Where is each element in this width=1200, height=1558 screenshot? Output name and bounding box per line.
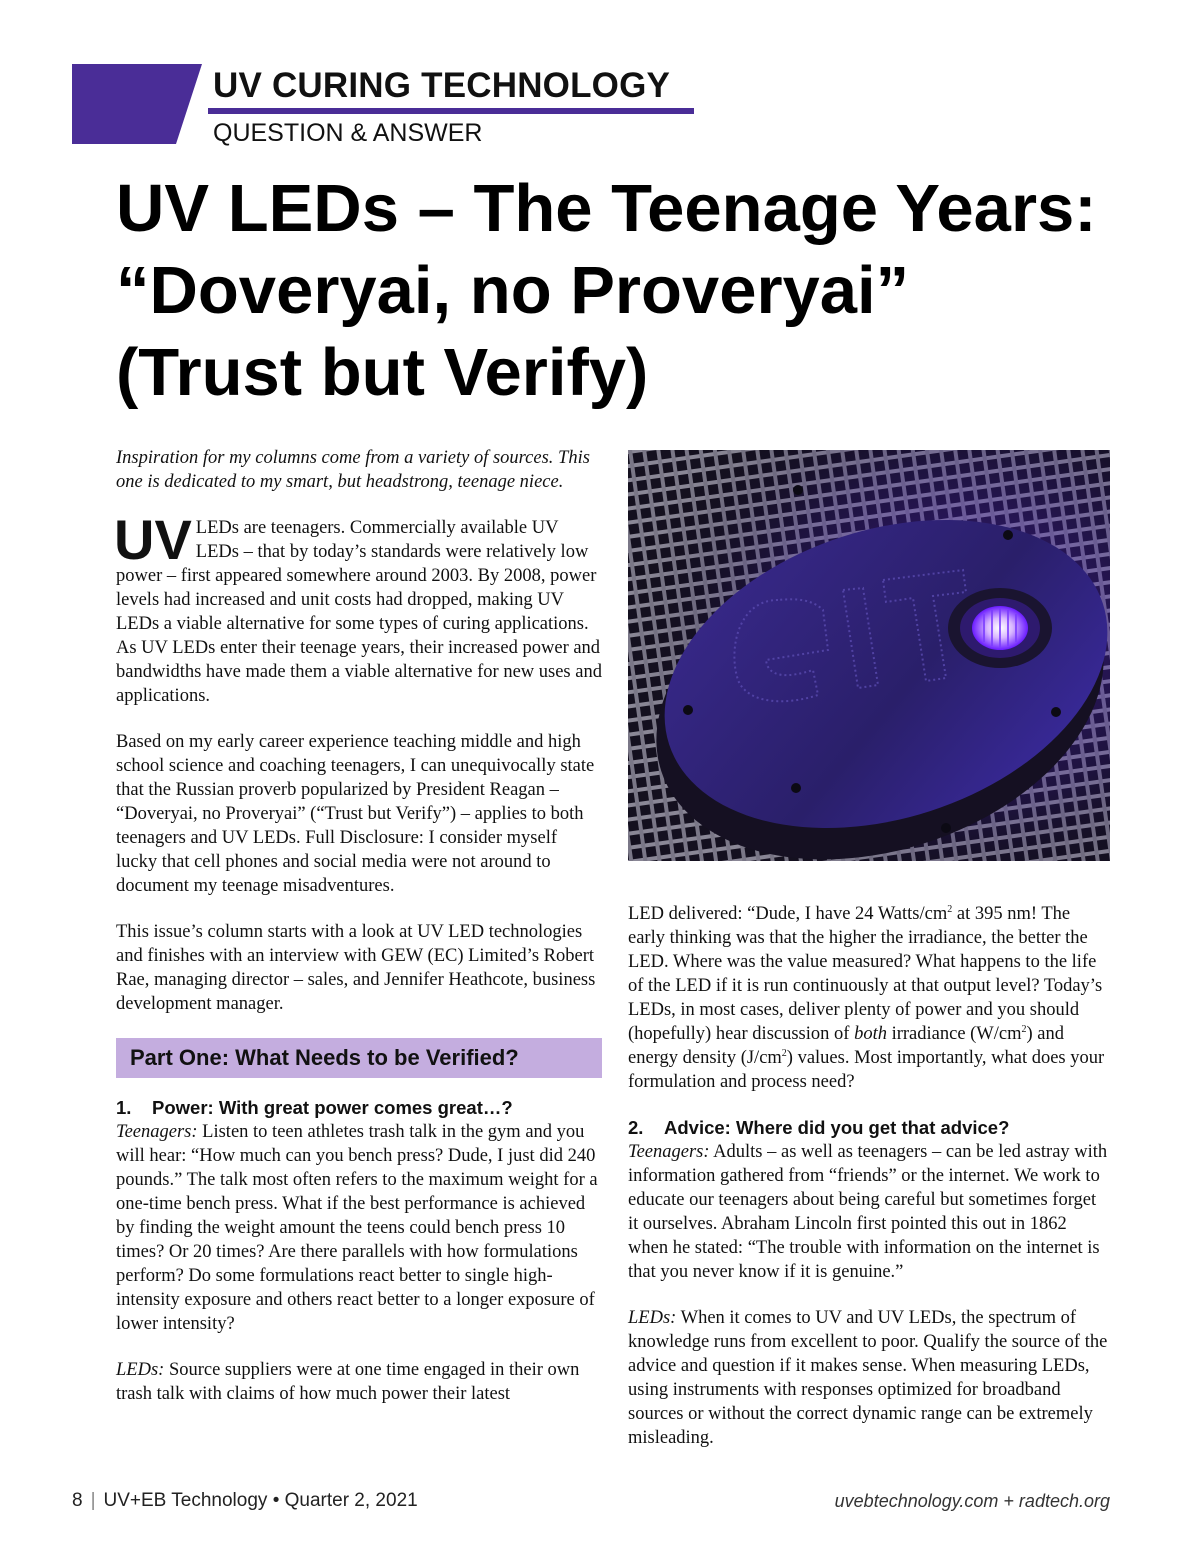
emphasis-both: both	[854, 1024, 887, 1044]
paragraph-1-text: LEDs are teenagers. Commercially available UV LEDs – that by today’s standards were relatively low power – first appeared somewhere around 2003. By 2008, power levels had increased and unit costs had dropped, making UV LEDs a viable alternative for some types of curing applications. As UV LEDs enter their teenage years, their increased power and bandwidths have made them a viable alternative for new uses and applications.	[116, 518, 602, 706]
paragraph-2: Based on my early career experience teaching middle and high school science and coaching teenagers, I can unequivocally state that the Russian proverb popularized by President Reagan – “Doveryai, no Proveryai” (“Trust but Verify”) – applies to both teenagers and UV LEDs. Full Disclosure: I consider myself lucky that cell phones and social media were not around to document my teenage misadventures.	[116, 732, 595, 896]
uv-led-device-illustration	[628, 450, 1110, 861]
header-accent-block	[72, 64, 202, 144]
question-1-leds-text: Source suppliers were at one time engaged in their own trash talk with claims of how much power their latest	[116, 1360, 580, 1404]
right-p1-part-e: ) values. Most importantly, what does your formulation and process need?	[628, 1048, 1105, 1092]
left-column	[116, 446, 602, 1428]
footer-left	[72, 1490, 418, 1512]
question-2-teenagers	[628, 1140, 1110, 1284]
question-1-teenagers-text: Listen to teen athletes trash talk in the gym and you will hear: “How much can you bench press? Dude, I just did 240 pounds.” The talk most often refers to the maximum weight for a one-time bench press. What if the best performance is achieved by finding the weight amount the teens could bench press 10 times? Or 20 times? Are there parallels with how formulations perform? Do some formulations react better to single high-intensity exposure and others react better to a longer exposure of lower intensity?	[116, 1122, 598, 1334]
right-p1-part-d: ) and energy density (J/cm	[628, 1024, 1065, 1068]
question-1-heading	[116, 1096, 602, 1120]
right-p1-part-a: LED delivered: “Dude, I have 24 Watts/cm	[628, 904, 948, 924]
teenagers-label: Teenagers:	[116, 1122, 198, 1142]
question-1-title: Power: With great power comes great…?	[152, 1097, 513, 1118]
page-number: 8	[72, 1490, 83, 1511]
leds-label: LEDs:	[116, 1360, 165, 1380]
superscript-2: 2	[781, 1047, 787, 1059]
uv-led-product-photo	[628, 450, 1110, 861]
section-subtitle: QUESTION & ANSWER	[213, 119, 483, 147]
question-2-title: Advice: Where did you get that advice?	[664, 1117, 1010, 1138]
intro-paragraph: Inspiration for my columns come from a variety of sources. This one is dedicated to my smart, but headstrong, teenage niece.	[116, 448, 590, 492]
headline-line-2: “Doveryai, no Proveryai”	[116, 253, 910, 328]
footer-websites[interactable]: uvebtechnology.com + radtech.org	[834, 1491, 1110, 1511]
question-2-teenagers-text: Adults – as well as teenagers – can be led astray with information gathered from “friends” or the internet. We work to educate our teenagers about being careful but sometimes forget it ourselves. Abraham Lincoln first pointed this out in 1862 when he stated: “The trouble with information on the internet is that you never know if it is genuine.”	[628, 1142, 1108, 1282]
question-1-leds	[116, 1358, 602, 1406]
section-title: UV CURING TECHNOLOGY	[213, 66, 671, 105]
article-headline	[116, 168, 1176, 414]
superscript-2: 2	[947, 903, 953, 915]
question-2-number: 2.	[628, 1117, 644, 1138]
footer-separator: |	[90, 1490, 96, 1511]
section-rule	[208, 108, 694, 114]
superscript-2: 2	[1021, 1023, 1027, 1035]
leds-label: LEDs:	[628, 1308, 677, 1328]
paragraph-1	[114, 508, 602, 708]
teenagers-label: Teenagers:	[628, 1142, 710, 1162]
question-2-leds-text: When it comes to UV and UV LEDs, the spectrum of knowledge runs from excellent to poor. Qualify the source of the advice and question if it makes sense. When measuring LEDs, using instruments with responses optimized for broadband sources or without the correct dynamic range can be extremely misleading.	[628, 1308, 1108, 1448]
question-1-teenagers	[116, 1120, 602, 1336]
paragraph-3: This issue’s column starts with a look at UV LED technologies and finishes with an interview with GEW (EC) Limited’s Robert Rae, managing director – sales, and Jennifer Heathcote, business development manager.	[116, 922, 596, 1014]
question-2-leds	[628, 1306, 1110, 1450]
question-1-number: 1.	[116, 1097, 132, 1118]
question-2-heading	[628, 1116, 1110, 1140]
drop-cap: UV	[114, 508, 192, 571]
part-one-heading: Part One: What Needs to be Verified?	[116, 1038, 602, 1078]
headline-line-1: UV LEDs – The Teenage Years:	[116, 171, 1097, 246]
headline-line-3: (Trust but Verify)	[116, 335, 649, 410]
right-paragraph-1	[628, 902, 1110, 1094]
right-column	[628, 902, 1110, 1472]
publication-info: UV+EB Technology • Quarter 2, 2021	[103, 1490, 418, 1511]
right-p1-part-b: at 395 nm! The early thinking was that the higher the irradiance, the better the LED. Where was the value measured? What happens to the life of the LED if it is run continuously at that output level? Today’s LEDs, in most cases, deliver plenty of power and you should (hopefully) hear discussion of	[628, 904, 1103, 1044]
right-p1-part-c: irradiance (W/cm	[886, 1024, 1022, 1044]
